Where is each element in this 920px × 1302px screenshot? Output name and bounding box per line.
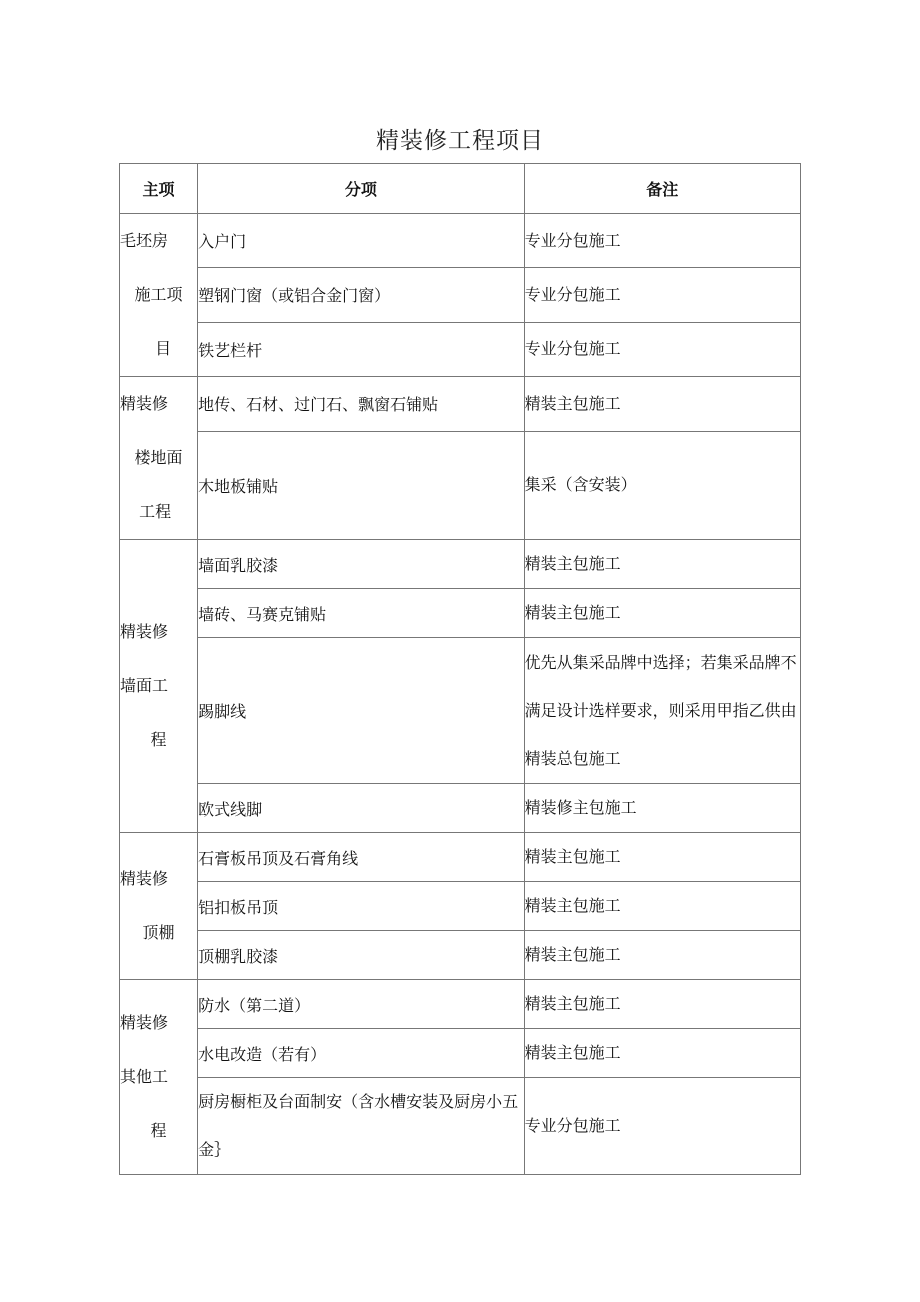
main-item-cell	[120, 980, 198, 1175]
sub-item-cell: 铝扣板吊顶	[198, 882, 524, 931]
main-item-line: 精装修	[120, 622, 169, 641]
main-item-line: 其他工	[120, 1067, 169, 1086]
table-row	[120, 540, 801, 589]
table-row	[120, 784, 801, 833]
remark-cell: 优先从集采品牌中选择；若集采品牌不满足设计选样要求，则采用甲指乙供由精装总包施工	[524, 638, 800, 784]
main-item-cell	[120, 833, 198, 980]
table-row	[120, 980, 801, 1029]
sub-item-cell: 厨房橱柜及台面制安（含水槽安装及厨房小五金｝	[198, 1078, 524, 1175]
remark-cell: 精装主包施工	[524, 931, 800, 980]
main-item-line: 程	[150, 730, 167, 749]
remark-cell: 精装主包施工	[524, 589, 800, 638]
main-item-line: 程	[150, 1121, 167, 1140]
table-row	[120, 833, 801, 882]
remark-cell: 精装主包施工	[524, 980, 800, 1029]
remark-cell: 专业分包施工	[524, 322, 800, 376]
remark-cell: 精装修主包施工	[524, 784, 800, 833]
table-row	[120, 214, 801, 268]
header-sub-item: 分项	[198, 164, 524, 214]
main-item-line: 工程	[139, 502, 172, 521]
table-row	[120, 322, 801, 376]
remark-cell: 精装主包施工	[524, 1029, 800, 1078]
sub-item-cell: 木地板铺贴	[198, 431, 524, 539]
sub-item-cell: 踢脚线	[198, 638, 524, 784]
sub-item-cell: 铁艺栏杆	[198, 322, 524, 376]
table-row	[120, 268, 801, 322]
remark-cell: 精装主包施工	[524, 377, 800, 432]
sub-item-cell: 塑钢门窗（或铝合金门窗）	[198, 268, 524, 322]
table-row	[120, 431, 801, 539]
sub-item-cell: 墙砖、马赛克铺贴	[198, 589, 524, 638]
sub-item-cell: 水电改造（若有）	[198, 1029, 524, 1078]
main-item-line: 目	[155, 339, 172, 358]
document-title: 精装修工程项目	[376, 128, 544, 154]
main-item-cell	[120, 377, 198, 540]
main-item-line: 精装修	[120, 1013, 169, 1032]
main-item-line: 精装修	[120, 394, 169, 413]
table-row	[120, 377, 801, 432]
header-remark: 备注	[524, 164, 800, 214]
table-row	[120, 638, 801, 784]
main-item-line: 楼地面	[134, 448, 183, 467]
table-row	[120, 1078, 801, 1175]
remark-cell: 专业分包施工	[524, 268, 800, 322]
sub-item-cell: 顶棚乳胶漆	[198, 931, 524, 980]
main-item-line: 精装修	[120, 869, 169, 888]
main-item-cell	[120, 214, 198, 377]
sub-item-cell: 欧式线脚	[198, 784, 524, 833]
remark-cell: 精装主包施工	[524, 540, 800, 589]
main-item-line: 顶棚	[142, 923, 175, 942]
table-row	[120, 882, 801, 931]
sub-item-cell: 地传、石材、过门石、飘窗石铺贴	[198, 377, 524, 432]
table-row	[120, 1029, 801, 1078]
remark-cell: 精装主包施工	[524, 833, 800, 882]
table-header-row	[120, 164, 801, 214]
main-item-line: 施工项	[134, 285, 183, 304]
table-row	[120, 931, 801, 980]
table-row	[120, 589, 801, 638]
sub-item-cell: 墙面乳胶漆	[198, 540, 524, 589]
sub-item-cell: 石膏板吊顶及石膏角线	[198, 833, 524, 882]
sub-item-cell: 防水（第二道）	[198, 980, 524, 1029]
remark-cell: 精装主包施工	[524, 882, 800, 931]
project-table	[119, 163, 801, 1175]
main-item-line: 墙面工	[120, 676, 169, 695]
main-item-cell	[120, 540, 198, 833]
sub-item-cell: 入户门	[198, 214, 524, 268]
remark-cell: 专业分包施工	[524, 1078, 800, 1175]
main-item-line: 毛坯房	[120, 231, 169, 250]
remark-cell: 集采（含安装）	[524, 431, 800, 539]
remark-cell: 专业分包施工	[524, 214, 800, 268]
header-main-item: 主项	[120, 164, 198, 214]
